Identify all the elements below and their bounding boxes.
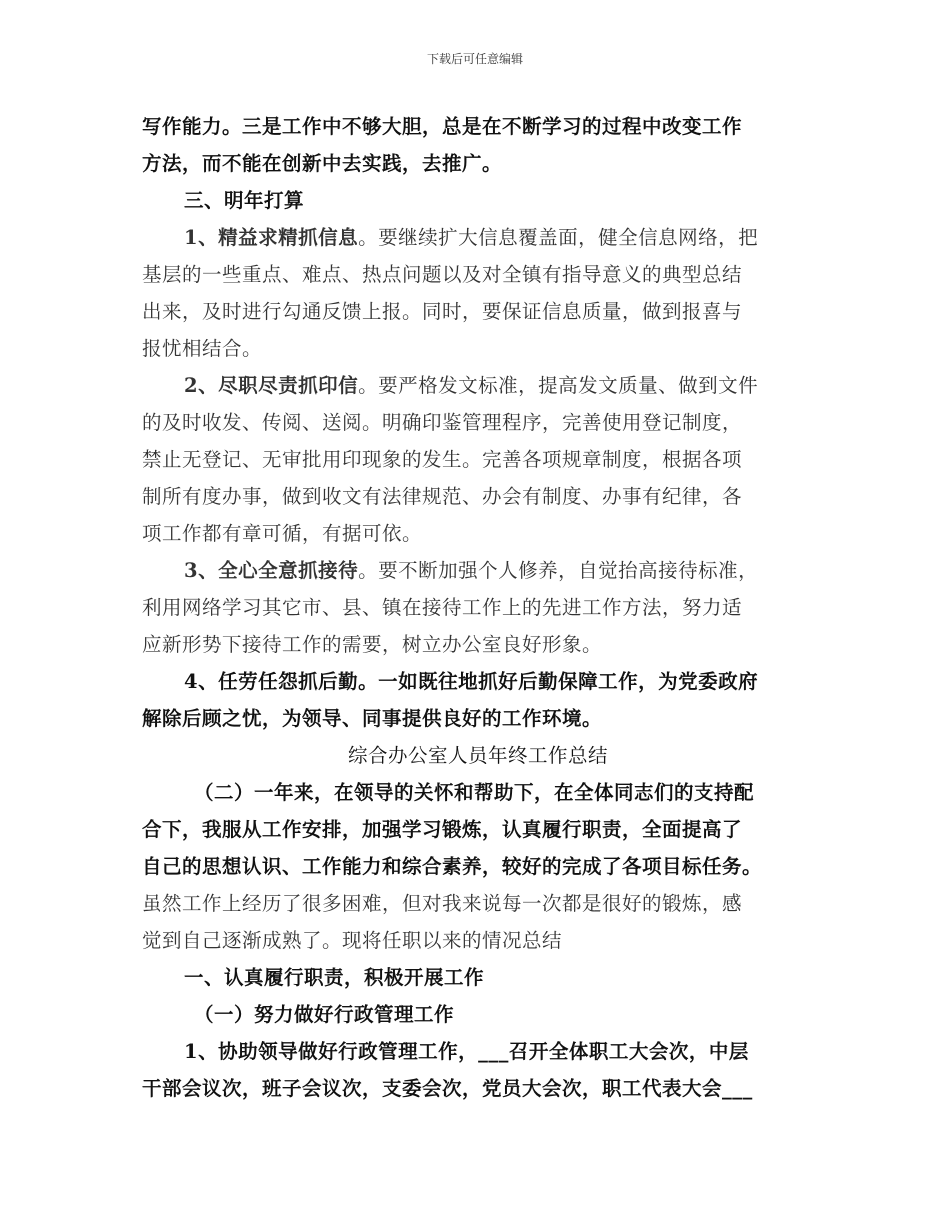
section-heading: 一、认真履行职责，积极开展工作	[184, 966, 485, 989]
document-body	[142, 108, 814, 1107]
paragraph-line: 4、任劳任怨抓后勤。一如既往地抓好后勤保障工作，为党委政府	[184, 670, 759, 693]
item-text: 。要不断加强个人修养，自觉抬高接待标准，	[358, 559, 759, 582]
paragraph-line: 干部会议次，班子会议次，支委会次，党员大会次，职工代表大会___	[142, 1077, 753, 1100]
paragraph-line: 项工作都有章可循，有据可依。	[142, 522, 423, 545]
section-heading: 三、明年打算	[184, 189, 305, 212]
paragraph-line	[142, 219, 814, 256]
paragraph-line: 1、协助领导做好行政管理工作，___召开全体职工大会次，中层	[184, 1040, 749, 1063]
item-text: 。要继续扩大信息覆盖面，健全信息网络，把	[358, 226, 759, 249]
paragraph-line: 方法，而不能在创新中去实践，去推广。	[142, 152, 503, 175]
paragraph-line: 出来，及时进行勾通反馈上报。同时，要保证信息质量，做到报喜与	[142, 300, 743, 323]
paragraph-line: 自己的思想认识、工作能力和综合素养，较好的完成了各项目标任务。	[142, 855, 763, 878]
item-heading: 1、精益求精抓信息	[184, 226, 359, 249]
paragraph-line: （二）一年来，在领导的关怀和帮助下，在全体同志们的支持配	[194, 781, 755, 804]
paragraph-line	[142, 552, 814, 589]
paragraph-line: 觉到自己逐渐成熟了。现将任职以来的情况总结	[142, 929, 563, 952]
item-heading: 3、全心全意抓接待	[184, 559, 359, 582]
subsection-heading: （一）努力做好行政管理工作	[194, 1003, 455, 1026]
paragraph-line	[142, 367, 814, 404]
paragraph-line: 报忧相结合。	[142, 337, 263, 360]
paragraph-line: 合下，我服从工作安排，加强学习锻炼，认真履行职责，全面提高了	[142, 818, 743, 841]
paragraph-line: 解除后顾之忧，为领导、同事提供良好的工作环境。	[142, 707, 603, 730]
paragraph-line: 利用网络学习其它市、县、镇在接待工作上的先进工作方法，努力适	[142, 596, 743, 619]
paragraph-line: 虽然工作上经历了很多困难，但对我来说每一次都是很好的锻炼，感	[142, 892, 743, 915]
paragraph-line: 应新形势下接待工作的需要，树立办公室良好形象。	[142, 633, 603, 656]
page-header: 下载后可任意编辑	[426, 52, 523, 66]
paragraph-line: 制所有度办事，做到收文有法律规范、办会有制度、办事有纪律，各	[142, 485, 743, 508]
item-text: 。要严格发文标准，提高发文质量、做到文件	[358, 374, 759, 397]
paragraph-line: 禁止无登记、无审批用印现象的发生。完善各项规章制度，根据各项	[142, 448, 743, 471]
paragraph-line: 基层的一些重点、难点、热点问题以及对全镇有指导意义的典型总结	[142, 263, 743, 286]
paragraph-line: 的及时收发、传阅、送阅。明确印鉴管理程序，完善使用登记制度，	[142, 411, 743, 434]
paragraph-line: 写作能力。三是工作中不够大胆，总是在不断学习的过程中改变工作	[142, 115, 743, 138]
item-heading: 2、尽职尽责抓印信	[184, 374, 359, 397]
document-title: 综合办公室人员年终工作总结	[347, 744, 608, 767]
